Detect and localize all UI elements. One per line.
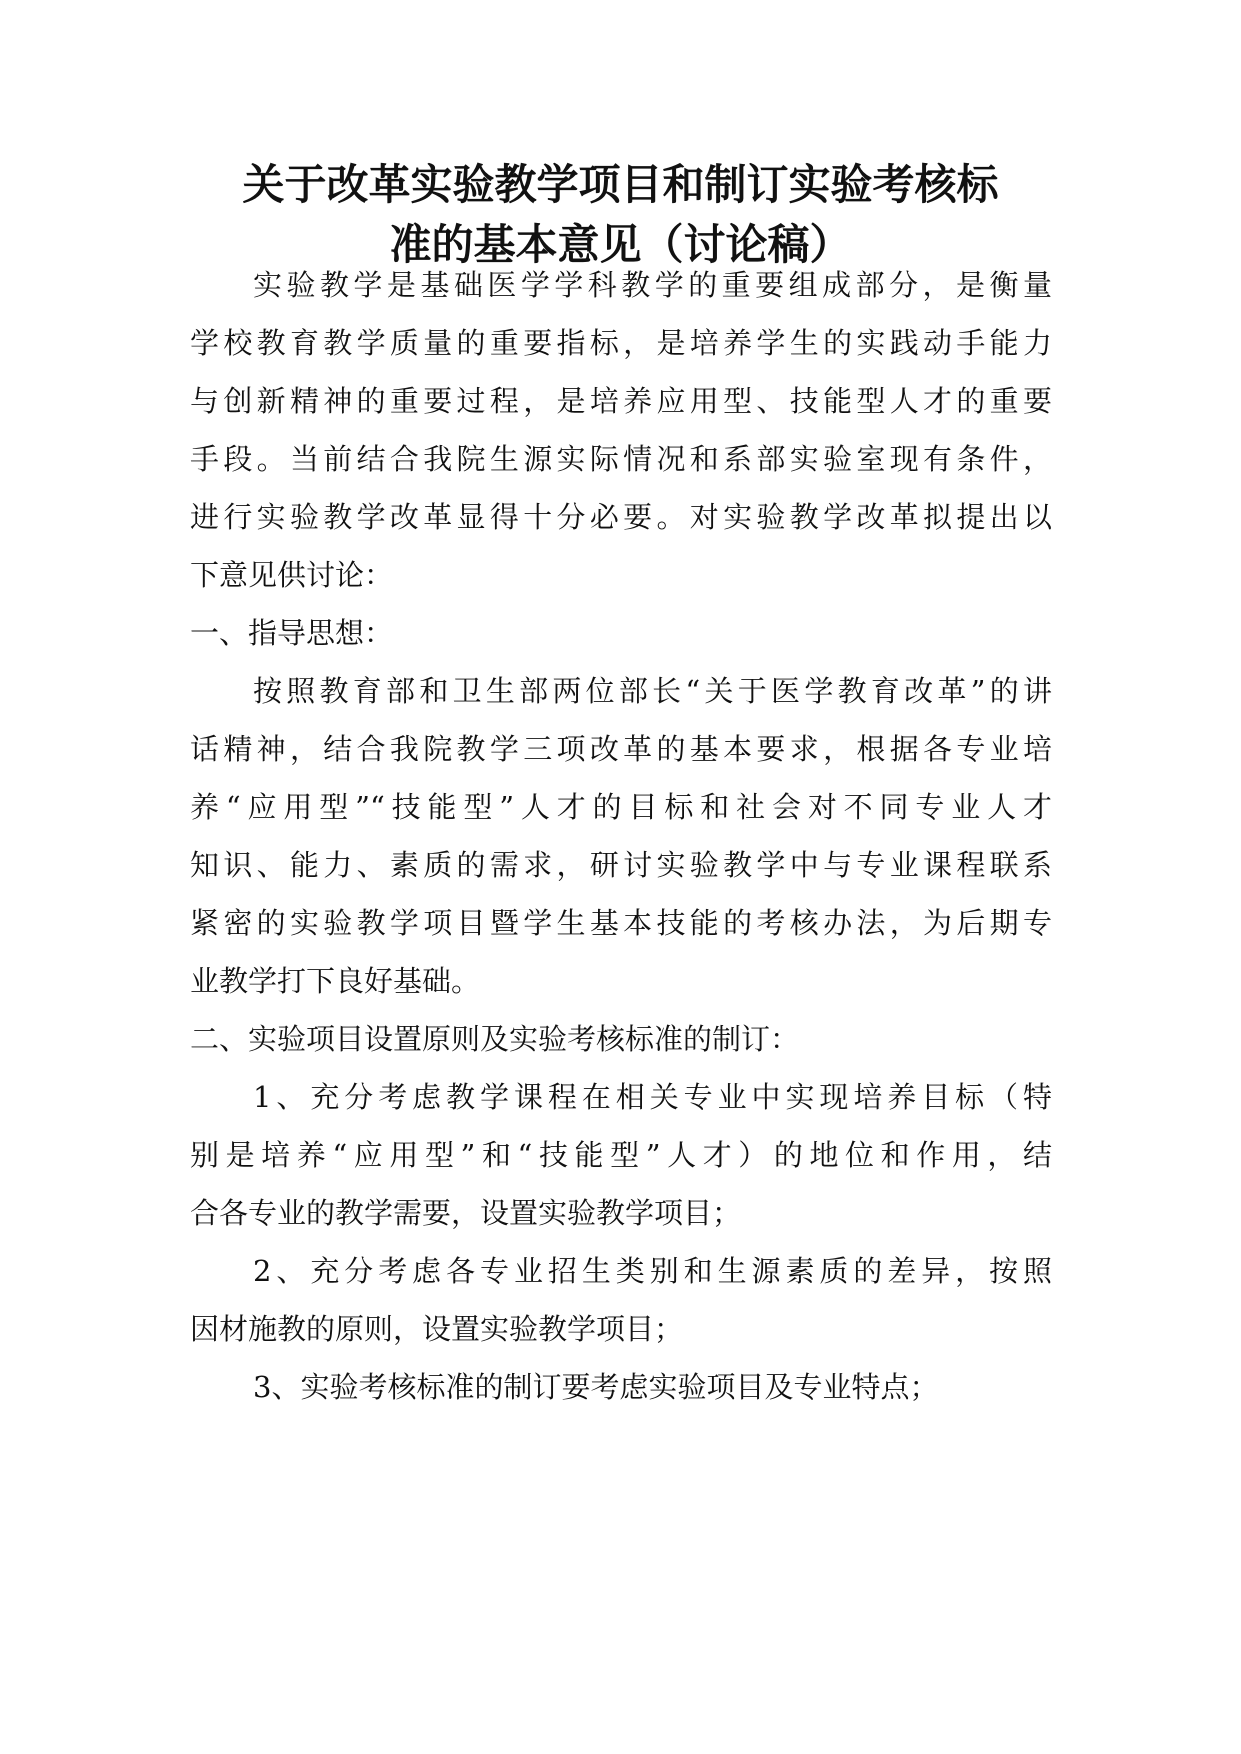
paragraph-line: 养“应用型”“技能型”人才的目标和社会对不同专业人才 (190, 790, 1052, 824)
document-title-line-2: 准的基本意见（讨论稿） (389, 220, 852, 269)
paragraph-line: 按照教育部和卫生部两位部长“关于医学教育改革”的讲 (253, 674, 1052, 708)
list-item-line: 合各专业的教学需要，设置实验教学项目； (190, 1196, 742, 1230)
paragraph-line: 学校教育教学质量的重要指标，是培养学生的实践动手能力 (190, 326, 1052, 360)
section-heading: 二、实验项目设置原则及实验考核标准的制订： (190, 1022, 800, 1056)
paragraph-line: 与创新精神的重要过程，是培养应用型、技能型人才的重要 (190, 384, 1052, 418)
paragraph-line: 实验教学是基础医学学科教学的重要组成部分，是衡量 (253, 268, 1052, 302)
paragraph-line: 紧密的实验教学项目暨学生基本技能的考核办法，为后期专 (190, 906, 1052, 940)
document-title-line-1: 关于改革实验教学项目和制订实验考核标 (242, 160, 999, 209)
list-item-line: 别是培养“应用型”和“技能型”人才）的地位和作用，结 (190, 1138, 1052, 1172)
paragraph-line: 下意见供讨论： (190, 558, 394, 592)
list-item-line: 1、充分考虑教学课程在相关专业中实现培养目标（特 (253, 1080, 1052, 1114)
section-heading: 一、指导思想： (190, 616, 394, 650)
paragraph-line: 进行实验教学改革显得十分必要。对实验教学改革拟提出以 (190, 500, 1052, 534)
paragraph-line: 业教学打下良好基础。 (190, 964, 481, 998)
paragraph-line: 知识、能力、素质的需求，研讨实验教学中与专业课程联系 (190, 848, 1052, 882)
paragraph-line: 手段。当前结合我院生源实际情况和系部实验室现有条件， (190, 442, 1052, 476)
list-item-line: 2、充分考虑各专业招生类别和生源素质的差异，按照 (253, 1254, 1052, 1288)
paragraph-line: 话精神，结合我院教学三项改革的基本要求，根据各专业培 (190, 732, 1052, 766)
list-item-line: 3、实验考核标准的制订要考虑实验项目及专业特点； (253, 1370, 939, 1404)
list-item-line: 因材施教的原则，设置实验教学项目； (190, 1312, 684, 1346)
